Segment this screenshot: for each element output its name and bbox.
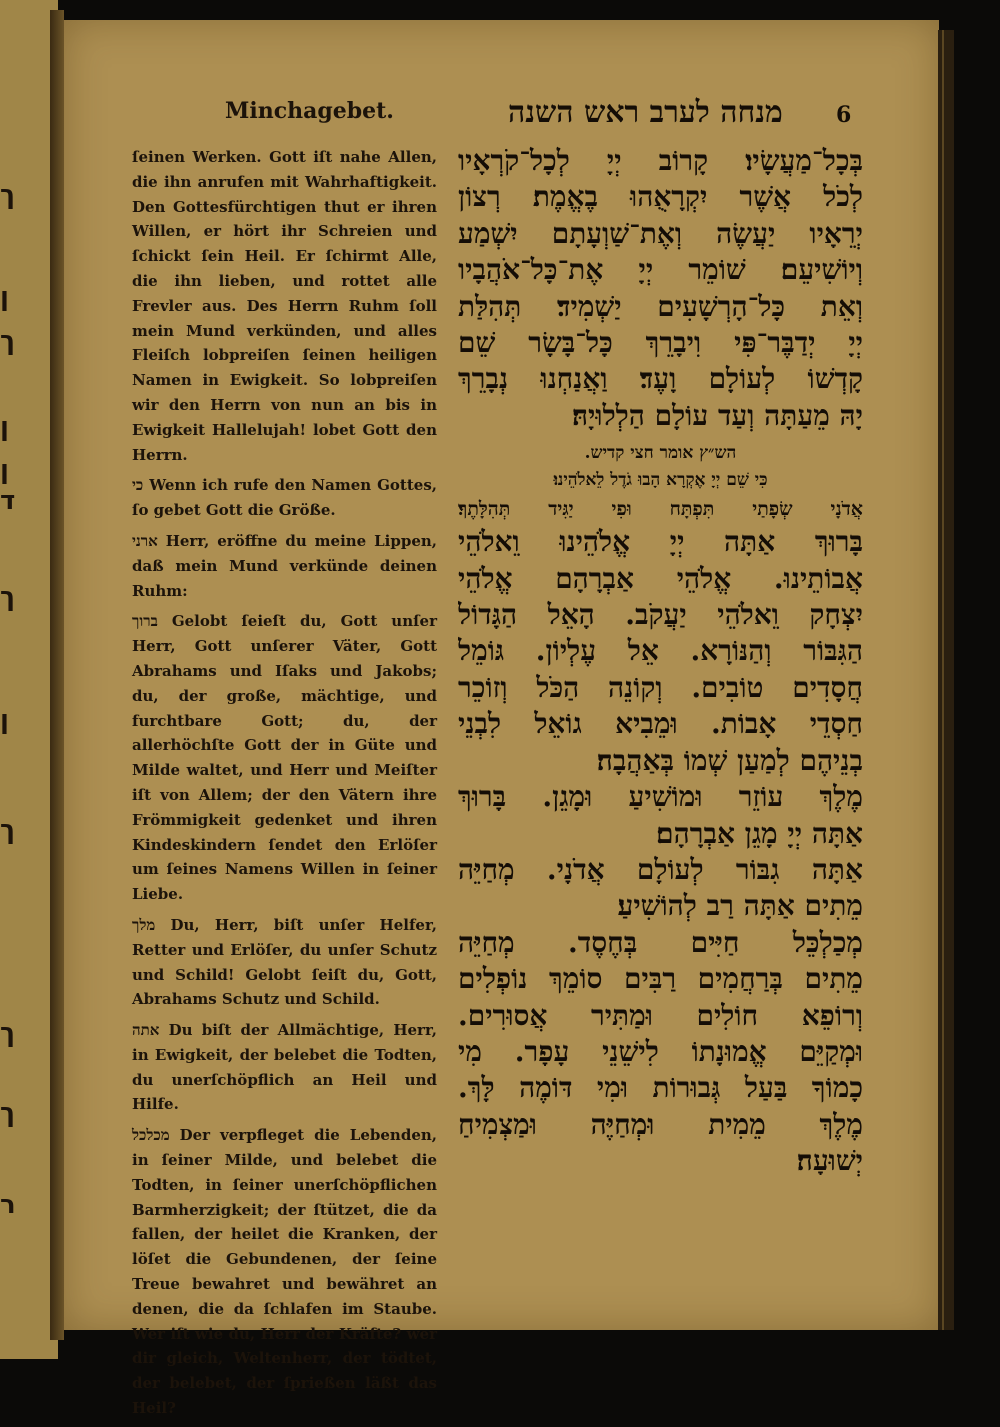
facing-page-fragment: ך — [0, 582, 16, 612]
hebrew-line: יְיָ יְדַבֶּר־פִּי וִיבָרֵךְ כָּל־בָּשָׂר שֵׁם — [458, 326, 863, 360]
facing-page-fragment: ך — [0, 1018, 16, 1048]
hebrew-line: לְכֹל אֲשֶׁר יִקְרָאֻהוּ בֶאֱמֶת׃ רְצוֹן — [458, 180, 863, 214]
hebrew-line: וְיוֹשִׁיעֵם׃ שׁוֹמֵר יְיָ אֶת־כָּל־אֹהֲבָיו — [458, 253, 863, 287]
hebrew-running-title: מנחה לערב ראש השנה — [508, 95, 783, 130]
german-paragraph: ארני Herr, eröffne du meine Lippen, daß mein Mund verkünde deinen Ruhm: — [132, 531, 437, 600]
hebrew-line: אֲבוֹתֵינוּ. אֱלֹהֵי אַבְרָהָם אֱלֹהֵי — [458, 561, 863, 595]
hebrew-line: הַגִּבּוֹר וְהַנּוֹרָא. אֵל עֶלְיוֹן. גּוֹמֵל — [458, 634, 863, 668]
facing-page-fragment: ך — [0, 1098, 16, 1128]
page-number: 6 — [836, 102, 852, 128]
hebrew-line: יִצְחָק וֵאלֹהֵי יַעֲקֹב. הָאֵל הַגָּדוֹל — [458, 598, 863, 632]
hebrew-instruction: הש״ץ אומר חצי קדיש. — [584, 443, 737, 464]
facing-page-fragment: ך — [0, 326, 16, 356]
facing-page-fragment: ד — [0, 486, 16, 516]
hebrew-line: אַתָּה גִבּוֹר לְעוֹלָם אֲדֹנָי. מְחַיֵּה — [458, 852, 863, 886]
hebrew-line: מְכַלְכֵּל חַיִּים בְּחֶסֶד. מְחַיֵּה — [458, 925, 863, 959]
german-running-title: Minchagebet. — [225, 98, 394, 124]
german-paragraph: כי Wenn ich rufe den Namen Gottes, ſo gebet Gott die Größe. — [132, 476, 437, 520]
hebrew-line: חֲסָדִים טוֹבִים. וְקוֹנֵה הַכֹּל וְזוֹכֵר — [458, 670, 863, 704]
facing-page-fragment: ן — [0, 412, 9, 442]
german-paragraph: ברוך Gelobt ſeieſt du, Gott unſer Herr, Gott unſerer Väter, Gott Abrahams und Iſaks und Jakobs; du, der große, mächtige, und furchtbare Gott; du, der allerhöchſte Gott der in Güte und Milde waltet, und Herr und Meiſter iſt von Allem; der den Vätern ihre Frömmigkeit gedenket und ihren Kindeskindern ſendet den Erlöſer um ſeines Namens Willen in ſeiner Liebe. — [132, 612, 437, 904]
hebrew-line: מֶלֶךְ מֵמִית וּמְחַיֶּה וּמַצְמִיחַ — [458, 1107, 863, 1141]
hebrew-line: יְשׁוּעָה׃ — [796, 1144, 863, 1178]
hebrew-line: בְנֵיהֶם לְמַעַן שְׁמוֹ בְּאַהֲבָה׃ — [596, 743, 863, 777]
german-translation-column — [132, 145, 437, 1427]
hebrew-line: יָהּ מֵעַתָּה וְעַד עוֹלָם הַלְלוּיָהּ׃ — [571, 398, 863, 432]
hebrew-line: וְרוֹפֵא חוֹלִים וּמַתִּיר אֲסוּרִים. — [458, 998, 863, 1032]
german-paragraph: מכלכל Der verpfleget die Lebenden, in ſeiner Milde, und belebet die Todten, in ſeiner unerſchöpflichen Barmherzigkeit; der ſtützet, die da fallen, der heilet die Kranken, der löſet die Gebundenen, der ſeine Treue bewahret und bewähret an denen, die da ſchlafen im Staube. Wer iſt wie du, Herr der Kräfte? wer dir gleich, Weltenherr, der tödtet, der belebet, der ſprießen läßt das Heil? — [132, 1126, 437, 1418]
facing-page-fragment: ן — [0, 455, 9, 485]
facing-page-fragment: ך — [0, 180, 16, 210]
facing-page-fragment: ן — [0, 705, 9, 735]
facing-page-fragment: ן — [0, 282, 9, 312]
german-paragraph: מלך Du, Herr, biſt unſer Helfer, Retter und Erlöſer, du unſer Schutz und Schild! Gelobt ſeiſt du, Gott, Abrahams Schutz und Schild. — [132, 915, 437, 1009]
book-cover-edge — [938, 30, 954, 1330]
german-paragraph: אתה Du biſt der Allmächtige, Herr, in Ewigkeit, der belebet die Todten, du unerſchöpflich an Heil und Hilfe. — [132, 1021, 437, 1114]
hebrew-line: מֵתִים אַתָּה רַב לְהוֹשִׁיעַ׃ — [617, 889, 863, 923]
hebrew-line: קָדְשׁוֹ לְעוֹלָם וָעֶד׃ וַאֲנַחְנוּ נְבָרֵךְ — [458, 362, 863, 396]
hebrew-verse: אֲדֹנָי שְׂפָתַי תִּפְתָּח וּפִי יַגִּיד תְּהִלָּתֶךָ׃ — [458, 498, 863, 521]
hebrew-line: בָּרוּךְ אַתָּה יְיָ אֱלֹהֵינוּ וֵאלֹהֵי — [458, 525, 863, 559]
german-paragraph: ſeinen Werken. Gott iſt nahe Allen, die ihn anrufen mit Wahrhaftigkeit. Den Gottesfürchtigen thut er ihren Willen, er hört ihr Schreien und ſchickt ſein Heil. Er ſchirmt Alle, die ihn lieben, und rottet alle Frevler aus. Des Herrn Ruhm ſoll mein Mund verkünden, und alles Fleiſch lobpreiſen ſeinen heiligen Namen in Ewigkeit. So lobpreiſen wir den Herrn von nun an bis in Ewigkeit Hallelujah! lobet Gott den Herrn. — [132, 148, 437, 464]
hebrew-line: מֶלֶךְ עוֹזֵר וּמוֹשִׁיעַ וּמָגֵן. בָּרוּךְ — [458, 780, 863, 814]
hebrew-line: וְאֵת כָּל־הָרְשָׁעִים יַשְׁמִיד׃ תְּהִלַּת — [458, 289, 863, 323]
facing-page-fragment: ך — [0, 815, 16, 845]
hebrew-line: כָמוֹךָ בַּעַל גְּבוּרוֹת וּמִי דּוֹמֶה לָּךְ. — [458, 1071, 863, 1105]
hebrew-line: בְּכָל־מַעֲשָׂיו׃ קָרוֹב יְיָ לְכָל־קֹרְאָיו — [458, 144, 863, 177]
book-gutter — [50, 10, 64, 1340]
facing-page-fragment: ר — [0, 1190, 16, 1220]
hebrew-line: חַסְדֵי אָבוֹת. וּמֵבִיא גוֹאֵל לִבְנֵי — [458, 707, 863, 741]
hebrew-line: אַתָּה יְיָ מָגֵן אַבְרָהָם׃ — [656, 816, 863, 850]
hebrew-line: יְרֵאָיו יַעֲשֶׂה וְאֶת־שַׁוְעָתָם יִשְׁמַע — [458, 216, 863, 250]
hebrew-prayer-column — [458, 143, 863, 1180]
hebrew-line: מֵתִים בְּרַחֲמִים רַבִּים סוֹמֵךְ נוֹפְלִים — [458, 962, 863, 996]
hebrew-line: וּמְקַיֵּם אֱמוּנָתוֹ לִישֵׁנֵי עָפָר. מִי — [458, 1034, 863, 1068]
hebrew-verse: כִּי שֵׁם יְיָ אֶקְרָא הָבוּ גֹדֶל לֵאלֹהֵינוּ׃ — [553, 470, 768, 491]
